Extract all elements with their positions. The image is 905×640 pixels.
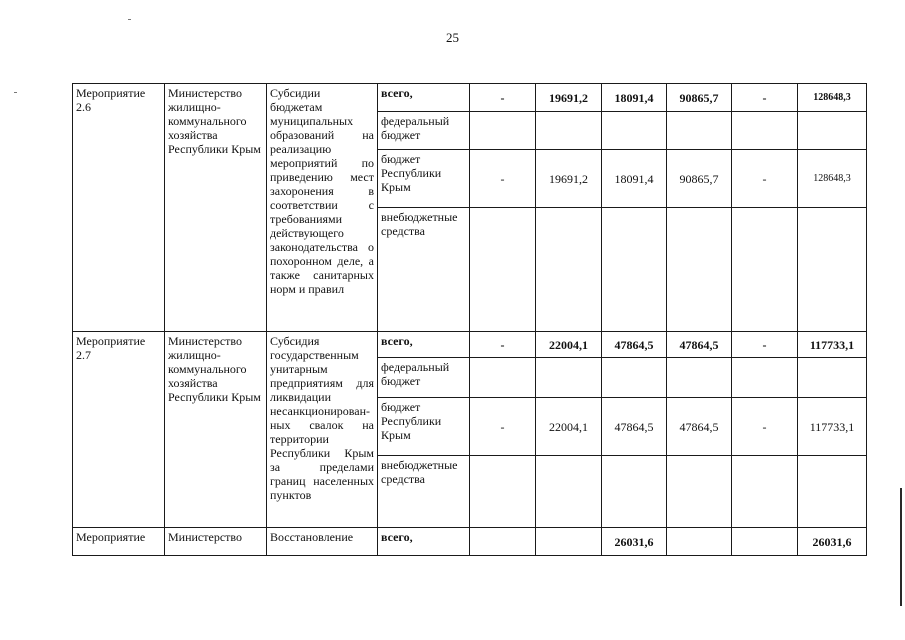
description-cell: Субсидии бюджетам муниципальных образований на реализацию мероприятий по приведению мест захоронения в соответствии с требованиями действующего законодательства о похоронном деле, а также санитарных норм и правил bbox=[267, 84, 378, 332]
value-cell: 128648,3 bbox=[798, 84, 867, 112]
value-cell: - bbox=[732, 84, 798, 112]
value-cell: - bbox=[470, 150, 536, 208]
value-cell: 47864,5 bbox=[602, 332, 667, 358]
value-cell bbox=[470, 456, 536, 528]
table-row bbox=[73, 84, 867, 112]
value-cell bbox=[602, 358, 667, 398]
value-cell bbox=[732, 528, 798, 556]
description-cell: Субсидия государственным унитарным предприятиям для ликвидации несанкционирован-ных свалок на территории Республики Крым за пределами границ населенных пунктов bbox=[267, 332, 378, 528]
value-cell bbox=[536, 208, 602, 332]
value-cell bbox=[602, 112, 667, 150]
value-cell: 117733,1 bbox=[798, 398, 867, 456]
value-cell: 117733,1 bbox=[798, 332, 867, 358]
value-cell: 18091,4 bbox=[602, 84, 667, 112]
funding-source-cell: всего, bbox=[378, 528, 470, 556]
event-cell: Мероприятие 2.6 bbox=[73, 84, 165, 332]
value-cell: 26031,6 bbox=[798, 528, 867, 556]
funding-source-cell: бюджет Республики Крым bbox=[378, 150, 470, 208]
value-cell: 22004,1 bbox=[536, 398, 602, 456]
value-cell bbox=[798, 112, 867, 150]
description-cell: Восстановление bbox=[267, 528, 378, 556]
value-cell: 47864,5 bbox=[667, 332, 732, 358]
value-cell: - bbox=[470, 84, 536, 112]
value-cell bbox=[470, 358, 536, 398]
value-cell bbox=[667, 358, 732, 398]
funding-source-cell: внебюджетные средства bbox=[378, 456, 470, 528]
value-cell: 90865,7 bbox=[667, 84, 732, 112]
value-cell: - bbox=[732, 332, 798, 358]
value-cell bbox=[732, 208, 798, 332]
scan-speck bbox=[14, 92, 17, 93]
table-row bbox=[73, 332, 867, 358]
value-cell: - bbox=[732, 150, 798, 208]
value-cell: - bbox=[470, 332, 536, 358]
value-cell: 19691,2 bbox=[536, 150, 602, 208]
funding-source-cell: федеральный бюджет bbox=[378, 112, 470, 150]
value-cell bbox=[798, 358, 867, 398]
value-cell bbox=[732, 112, 798, 150]
funding-source-cell: всего, bbox=[378, 84, 470, 112]
value-cell: 18091,4 bbox=[602, 150, 667, 208]
value-cell bbox=[602, 208, 667, 332]
event-cell: Мероприятие bbox=[73, 528, 165, 556]
scan-speck bbox=[128, 19, 131, 20]
value-cell bbox=[470, 208, 536, 332]
page-number: 25 bbox=[446, 30, 459, 45]
value-cell: - bbox=[470, 398, 536, 456]
value-cell bbox=[732, 456, 798, 528]
value-cell bbox=[470, 528, 536, 556]
value-cell bbox=[667, 456, 732, 528]
value-cell bbox=[667, 112, 732, 150]
value-cell: 19691,2 bbox=[536, 84, 602, 112]
page-edge-mark bbox=[900, 488, 902, 606]
ministry-cell: Министерство bbox=[165, 528, 267, 556]
value-cell: 128648,3 bbox=[798, 150, 867, 208]
value-cell bbox=[667, 208, 732, 332]
value-cell: 22004,1 bbox=[536, 332, 602, 358]
value-cell bbox=[667, 528, 732, 556]
value-cell: 90865,7 bbox=[667, 150, 732, 208]
value-cell: 26031,6 bbox=[602, 528, 667, 556]
value-cell bbox=[470, 112, 536, 150]
value-cell bbox=[798, 208, 867, 332]
funding-source-cell: федеральный бюджет bbox=[378, 358, 470, 398]
value-cell: 47864,5 bbox=[602, 398, 667, 456]
value-cell bbox=[732, 358, 798, 398]
value-cell bbox=[536, 112, 602, 150]
funding-source-cell: бюджет Республики Крым bbox=[378, 398, 470, 456]
table-row bbox=[73, 528, 867, 556]
value-cell bbox=[798, 456, 867, 528]
value-cell: 47864,5 bbox=[667, 398, 732, 456]
ministry-cell: Министерство жилищно-коммунального хозяйства Республики Крым bbox=[165, 332, 267, 528]
funding-source-cell: внебюджетные средства bbox=[378, 208, 470, 332]
event-cell: Мероприятие 2.7 bbox=[73, 332, 165, 528]
value-cell bbox=[602, 456, 667, 528]
value-cell bbox=[536, 456, 602, 528]
ministry-cell: Министерство жилищно-коммунального хозяйства Республики Крым bbox=[165, 84, 267, 332]
value-cell bbox=[536, 528, 602, 556]
value-cell bbox=[536, 358, 602, 398]
value-cell: - bbox=[732, 398, 798, 456]
budget-table bbox=[72, 83, 867, 556]
funding-source-cell: всего, bbox=[378, 332, 470, 358]
